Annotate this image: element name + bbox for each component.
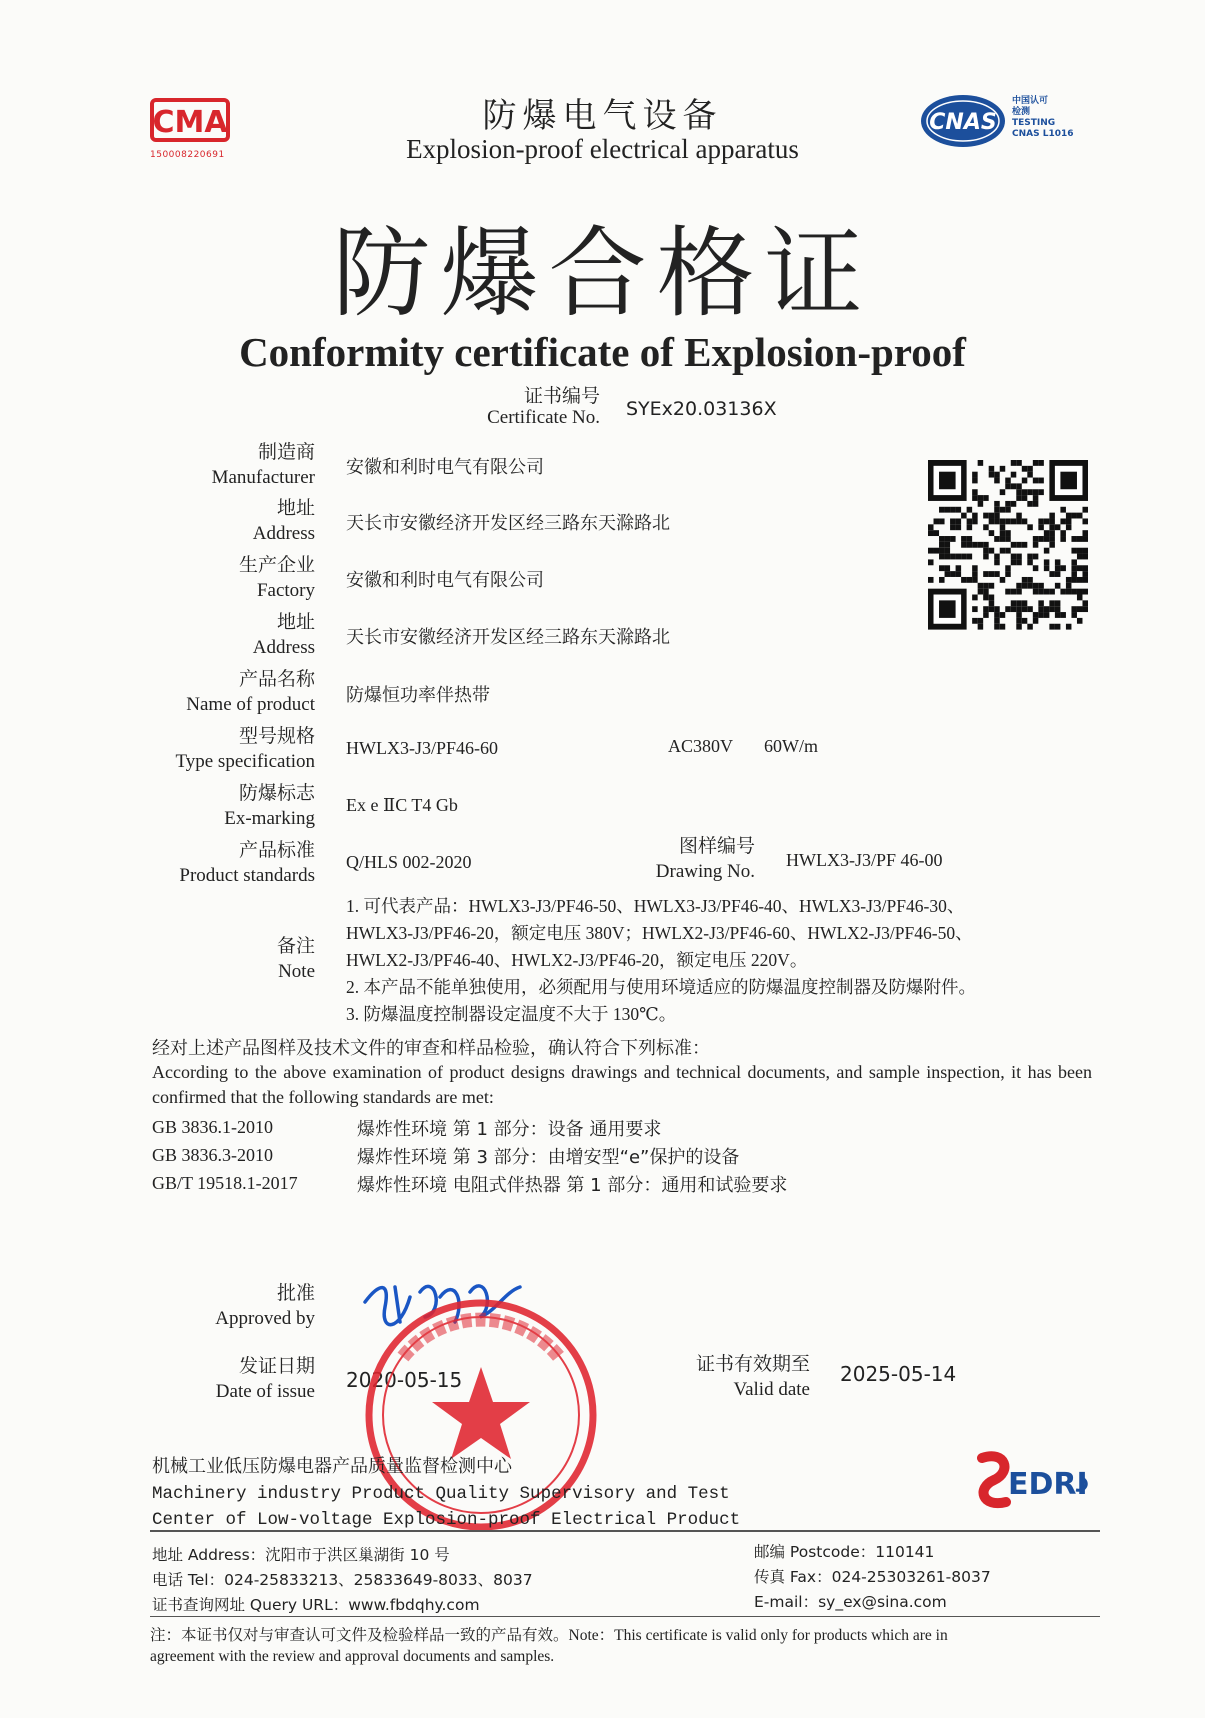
manufacturer-label: 制造商 Manufacturer bbox=[211, 441, 315, 488]
page-title: 防爆合格证 bbox=[332, 217, 873, 331]
approved-by-label: 批准 Approved by bbox=[215, 1282, 315, 1329]
qr-code-icon bbox=[928, 460, 1088, 630]
note-line-3: HWLX2-J3/PF46-40、HWLX2-J3/PF46-20，额定电压 220V。 bbox=[346, 950, 808, 970]
sedri-logo bbox=[976, 1450, 1096, 1510]
qr-code bbox=[928, 460, 1088, 630]
cnas-line-1: 中国认可 bbox=[1012, 96, 1049, 106]
address1-label: 地址 Address bbox=[252, 497, 315, 544]
cnas-line-3: TESTING bbox=[1012, 118, 1056, 128]
divider bbox=[150, 1530, 1100, 1532]
standard-desc-3: 爆炸性环境 电阻式伴热器 第 1 部分：通用和试验要求 bbox=[357, 1175, 788, 1196]
divider-2 bbox=[150, 1616, 1100, 1617]
svg-text:EDRI: EDRI bbox=[1008, 1467, 1088, 1502]
type-spec-power: 60W/m bbox=[764, 736, 818, 756]
product-name-value: 防爆恒功率伴热带 bbox=[346, 685, 490, 706]
cma-logo-text: CMA bbox=[152, 105, 228, 140]
contact-address: 地址 Address：沈阳市于洪区巢湖街 10 号 bbox=[152, 1546, 450, 1564]
category-cn: 防爆电气设备 bbox=[482, 96, 723, 136]
examination-en: According to the above examination of product designs drawings and technical documents, and sample inspection, it has been confirmed that the following standards are met: bbox=[152, 1062, 1092, 1107]
cnas-line-4: CNAS L1016 bbox=[1012, 129, 1074, 139]
address2-label: 地址 Address bbox=[252, 611, 315, 658]
ex-marking-value: Ex e ⅡC T4 Gb bbox=[346, 795, 458, 815]
issuer-en-2: Center of Low-voltage Explosion-proof Electrical Product bbox=[152, 1510, 741, 1530]
date-of-issue-label: 发证日期 Date of issue bbox=[215, 1355, 315, 1402]
examination-cn: 经对上述产品图样及技术文件的审查和样品检验，确认符合下列标准： bbox=[152, 1038, 710, 1059]
ex-marking-label: 防爆标志 Ex-marking bbox=[224, 782, 315, 829]
contact-url: 证书查询网址 Query URL：www.fbdqhy.com bbox=[152, 1596, 480, 1614]
note-label: 备注 Note bbox=[276, 935, 315, 982]
note-line-4: 2. 本产品不能单独使用，必须配用与使用环境适应的防爆温度控制器及防爆附件。 bbox=[346, 977, 976, 997]
drawing-no-value: HWLX3-J3/PF 46-00 bbox=[786, 850, 943, 870]
note-line-1: 1. 可代表产品：HWLX3-J3/PF46-50、HWLX3-J3/PF46-40、HWLX3-J3/PF46-30、 bbox=[346, 896, 965, 916]
date-of-issue: 2020-05-15 bbox=[346, 1368, 463, 1392]
sedri-logo-icon bbox=[976, 1450, 1096, 1510]
address2-value: 天长市安徽经济开发区经三路东天滁路北 bbox=[346, 627, 670, 648]
product-name-label: 产品名称 Name of product bbox=[186, 668, 315, 715]
address1-value: 天长市安徽经济开发区经三路东天滁路北 bbox=[346, 513, 670, 534]
product-standards-value: Q/HLS 002-2020 bbox=[346, 852, 472, 872]
cnas-line-2: 检测 bbox=[1012, 107, 1031, 117]
svg-text:CNAS: CNAS bbox=[929, 110, 997, 135]
valid-date-label: 证书有效期至 Valid date bbox=[695, 1353, 810, 1400]
standard-code-3: GB/T 19518.1-2017 bbox=[152, 1173, 298, 1193]
standard-code-1: GB 3836.1-2010 bbox=[152, 1117, 273, 1137]
type-spec-label: 型号规格 Type specification bbox=[175, 725, 315, 772]
issuer-cn: 机械工业低压防爆电器产品质量监督检测中心 bbox=[152, 1456, 512, 1477]
footnote-line-2: agreement with the review and approval documents and samples. bbox=[150, 1648, 555, 1665]
page-title-en: Conformity certificate of Explosion-proof bbox=[239, 329, 966, 375]
contact-postcode: 邮编 Postcode：110141 bbox=[754, 1543, 935, 1561]
issuer-en-1: Machinery industry Product Quality Supervisory and Test bbox=[152, 1484, 730, 1504]
contact-email: E-mail：sy_ex@sina.com bbox=[754, 1593, 947, 1611]
certificate-number-label: 证书编号 Certificate No. bbox=[487, 385, 600, 428]
certificate-number: SYEx20.03136X bbox=[626, 398, 777, 420]
contact-fax: 传真 Fax：024-25303261-8037 bbox=[754, 1568, 991, 1586]
footnote-line-1: 注：本证书仅对与审查认可文件及检验样品一致的产品有效。Note：This certificate is valid only for products which are in bbox=[150, 1627, 948, 1644]
standard-desc-1: 爆炸性环境 第 1 部分：设备 通用要求 bbox=[357, 1119, 662, 1140]
factory-label: 生产企业 Factory bbox=[238, 554, 315, 601]
standard-desc-2: 爆炸性环境 第 3 部分：由增安型“e”保护的设备 bbox=[357, 1147, 740, 1168]
note-line-5: 3. 防爆温度控制器设定温度不大于 130℃。 bbox=[346, 1004, 677, 1024]
type-spec-voltage: AC380V bbox=[668, 736, 734, 756]
cma-number: 150008220691 bbox=[150, 150, 225, 160]
type-spec-value: HWLX3-J3/PF46-60 bbox=[346, 738, 498, 758]
manufacturer-value: 安徽和利时电气有限公司 bbox=[346, 457, 544, 478]
contact-tel: 电话 Tel：024-25833213、25833649-8033、8037 bbox=[152, 1571, 533, 1589]
product-standards-label: 产品标准 Product standards bbox=[179, 839, 315, 886]
valid-date: 2025-05-14 bbox=[840, 1362, 957, 1386]
note-line-2: HWLX3-J3/PF46-20，额定电压 380V；HWLX2-J3/PF46-60、HWLX2-J3/PF46-50、 bbox=[346, 923, 973, 943]
category-en: Explosion-proof electrical apparatus bbox=[406, 134, 799, 164]
drawing-no-label: 图样编号 Drawing No. bbox=[655, 835, 755, 882]
standard-code-2: GB 3836.3-2010 bbox=[152, 1145, 273, 1165]
factory-value: 安徽和利时电气有限公司 bbox=[346, 570, 544, 591]
